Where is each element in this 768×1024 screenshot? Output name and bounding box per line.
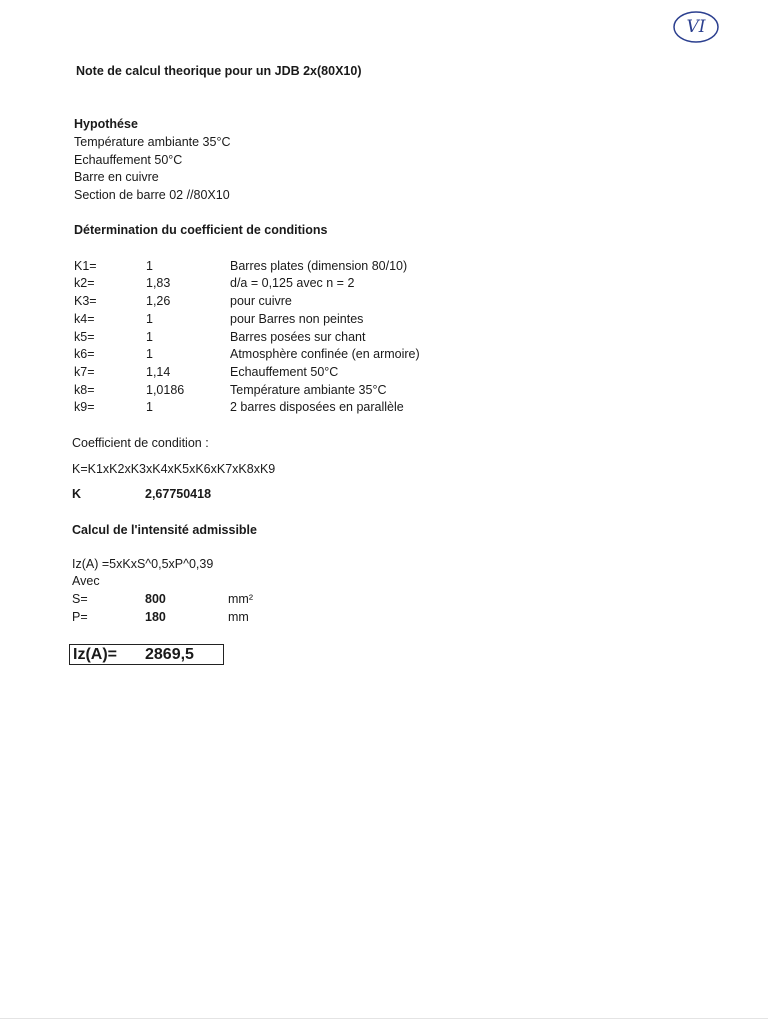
avec-label: Avec bbox=[72, 574, 100, 588]
coef-heading: Détermination du coefficient de conditions bbox=[74, 223, 328, 237]
p-label: P= bbox=[72, 610, 88, 624]
coef-desc: Barres posées sur chant bbox=[230, 330, 366, 344]
result-box bbox=[69, 644, 224, 665]
s-label: S= bbox=[72, 592, 88, 606]
hypothesis-line: Section de barre 02 //80X10 bbox=[74, 188, 230, 202]
coef-label: k7= bbox=[74, 365, 95, 379]
s-unit: mm² bbox=[228, 592, 253, 606]
k-label: K bbox=[72, 487, 82, 501]
coef-label: k4= bbox=[74, 312, 95, 326]
condition-heading: Coefficient de condition : bbox=[72, 436, 209, 450]
intensity-heading: Calcul de l'intensité admissible bbox=[72, 523, 257, 537]
coef-desc: Température ambiante 35°C bbox=[230, 383, 387, 397]
s-value: 800 bbox=[145, 592, 166, 606]
coef-value: 1 bbox=[146, 400, 153, 414]
coef-value: 1 bbox=[146, 312, 153, 326]
coef-label: k2= bbox=[74, 276, 95, 290]
coef-value: 1 bbox=[146, 347, 153, 361]
coef-label: K1= bbox=[74, 259, 97, 273]
coef-value: 1,83 bbox=[146, 276, 171, 290]
coef-value: 1,14 bbox=[146, 365, 171, 379]
hypothesis-line: Barre en cuivre bbox=[74, 170, 159, 184]
coef-value: 1,0186 bbox=[146, 383, 185, 397]
k-value: 2,67750418 bbox=[145, 487, 212, 501]
hypothesis-line: Température ambiante 35°C bbox=[74, 135, 231, 149]
coef-label: k5= bbox=[74, 330, 95, 344]
coef-label: k6= bbox=[74, 347, 95, 361]
coef-value: 1 bbox=[146, 330, 153, 344]
intensity-formula: Iz(A) =5xKxS^0,5xP^0,39 bbox=[72, 557, 214, 571]
document-title: Note de calcul theorique pour un JDB 2x(80X10) bbox=[76, 64, 362, 78]
coef-label: K3= bbox=[74, 294, 97, 308]
p-unit: mm bbox=[228, 610, 249, 624]
coef-desc: Echauffement 50°C bbox=[230, 365, 339, 379]
coef-desc: 2 barres disposées en parallèle bbox=[230, 400, 404, 414]
coef-desc: Atmosphère confinée (en armoire) bbox=[230, 347, 420, 361]
scan-edge-line bbox=[0, 1018, 768, 1019]
coef-desc: pour Barres non peintes bbox=[230, 312, 364, 326]
page-mark bbox=[672, 10, 720, 44]
coef-desc: Barres plates (dimension 80/10) bbox=[230, 259, 408, 273]
page-mark-text: VI bbox=[686, 17, 706, 37]
coef-label: k9= bbox=[74, 400, 95, 414]
coef-value: 1,26 bbox=[146, 294, 171, 308]
coef-desc: d/a = 0,125 avec n = 2 bbox=[230, 276, 355, 290]
p-value: 180 bbox=[145, 610, 166, 624]
hypotheses-heading: Hypothése bbox=[74, 117, 138, 131]
coef-value: 1 bbox=[146, 259, 153, 273]
result-value: 2869,5 bbox=[145, 646, 194, 663]
hypothesis-line: Echauffement 50°C bbox=[74, 153, 183, 167]
coef-desc: pour cuivre bbox=[230, 294, 292, 308]
coef-label: k8= bbox=[74, 383, 95, 397]
result-label: Iz(A)= bbox=[73, 646, 117, 663]
condition-formula: K=K1xK2xK3xK4xK5xK6xK7xK8xK9 bbox=[72, 462, 276, 476]
